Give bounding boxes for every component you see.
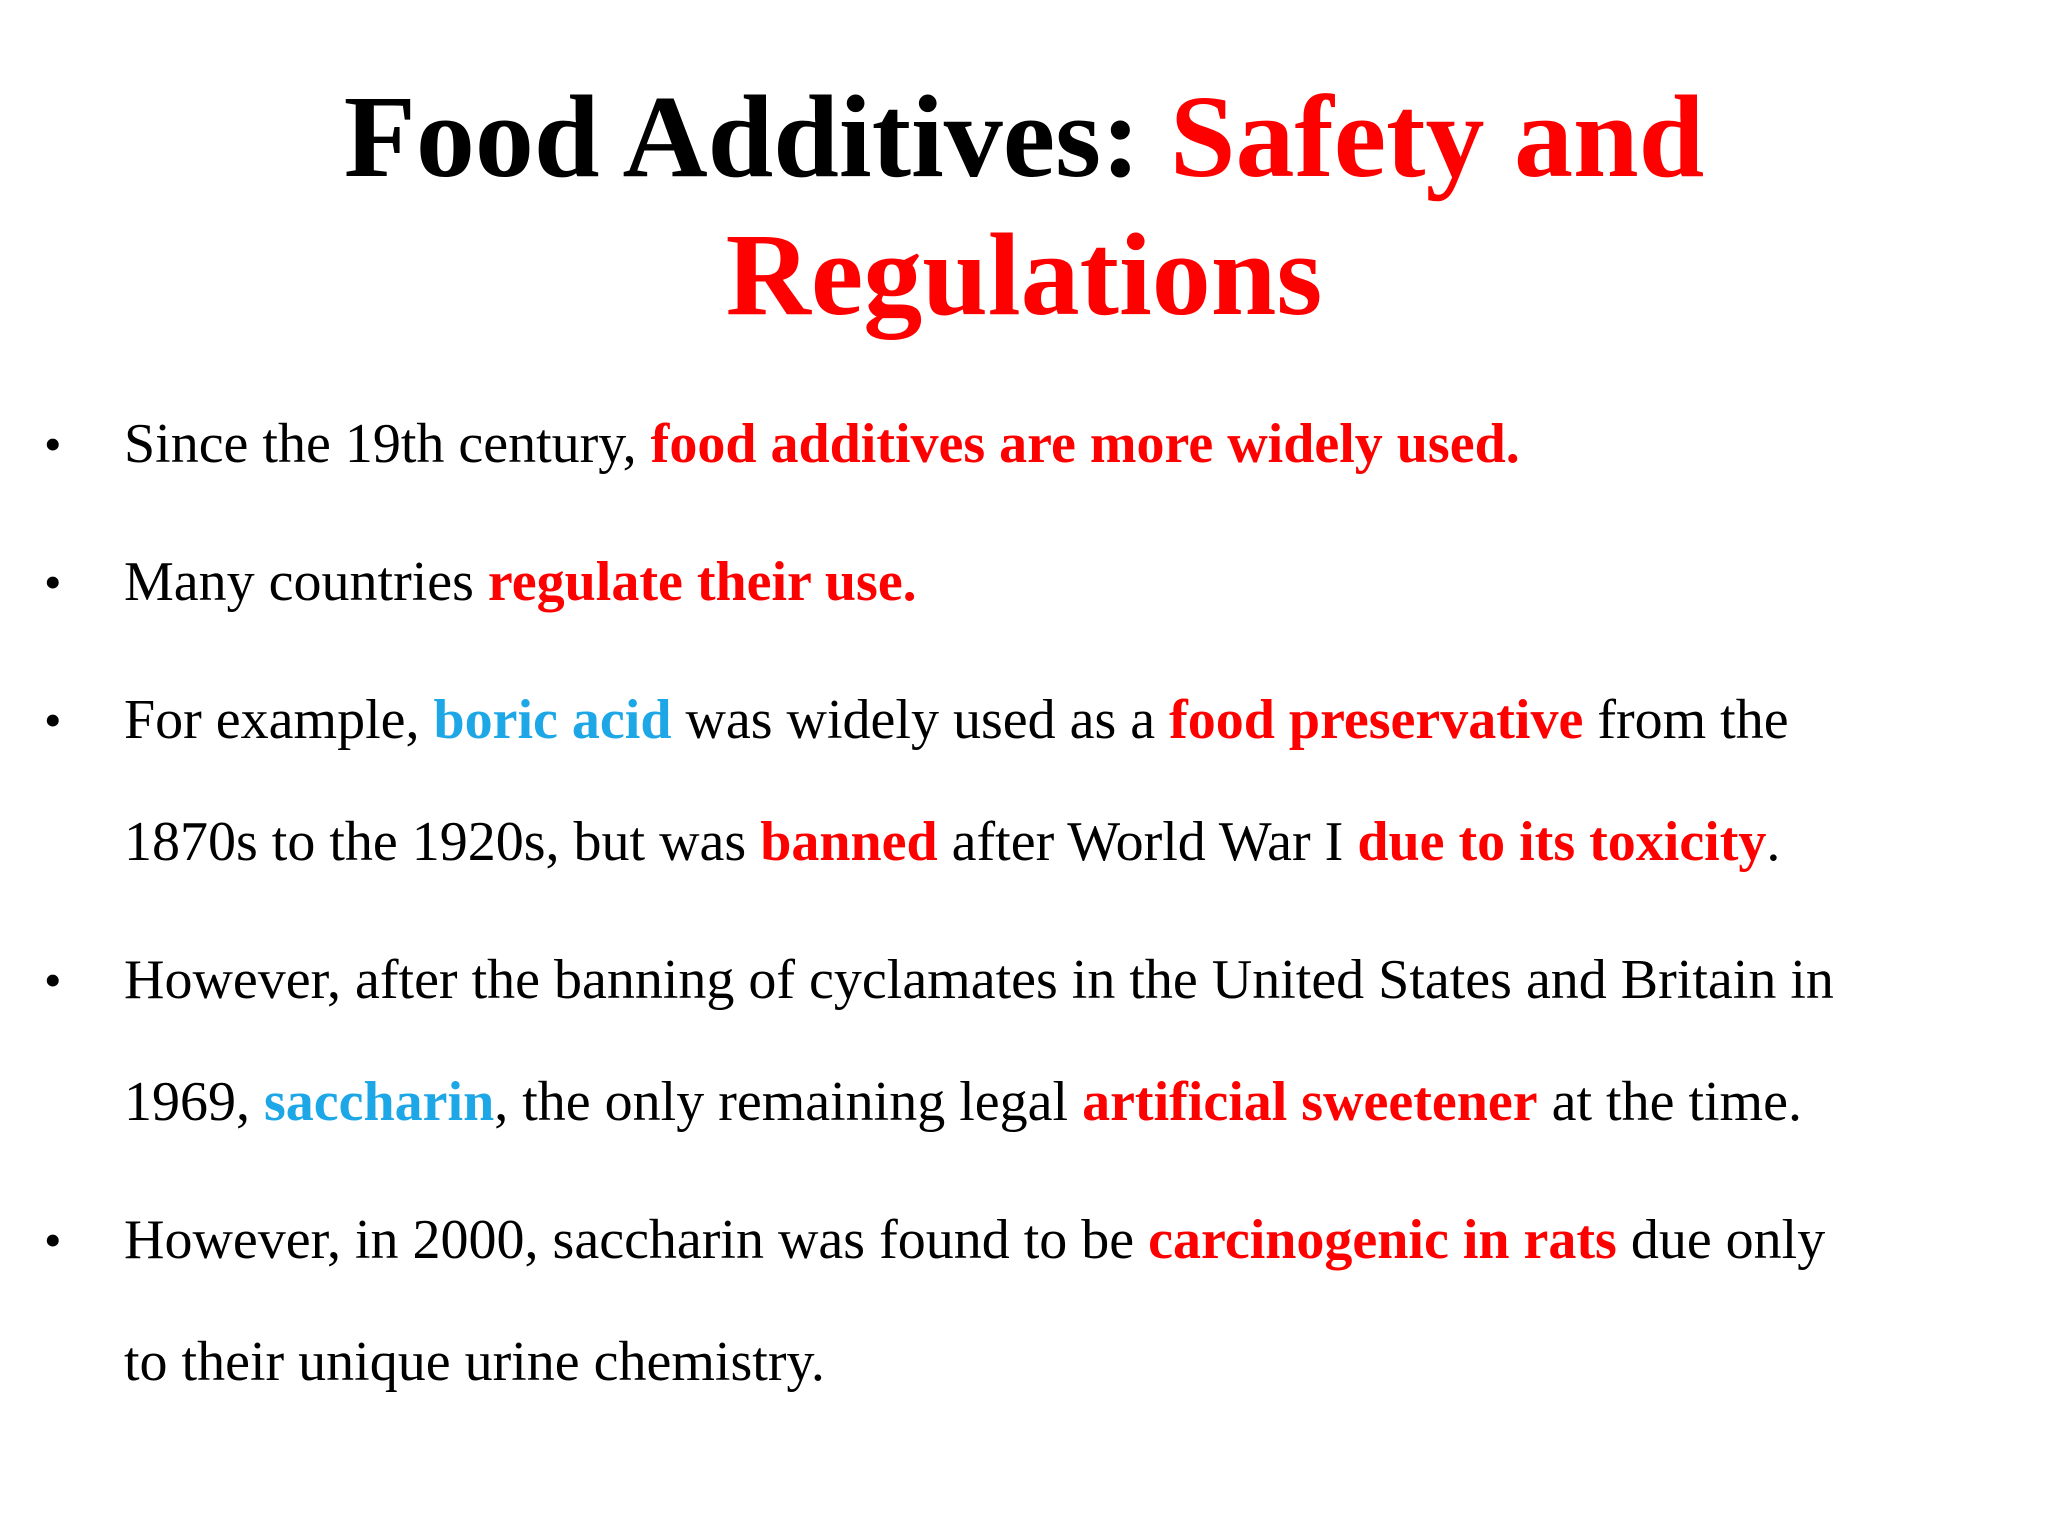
bullet-dot: • — [44, 692, 62, 748]
bullet-dot: • — [44, 416, 62, 472]
emphasis-blue: saccharin — [264, 1071, 495, 1133]
bullet-text — [124, 919, 2004, 1163]
text-segment: , the only remaining legal — [494, 1071, 1083, 1133]
text-segment: due only — [1616, 1209, 1826, 1271]
bullet-text — [124, 383, 2004, 505]
text-segment: However, after the banning of cyclamates in the United States and Britain in — [124, 949, 1834, 1011]
emphasis-red: banned — [760, 811, 938, 873]
emphasis-blue: boric acid — [433, 689, 672, 751]
text-segment: was widely used as a — [671, 689, 1170, 751]
title-part-black: Food Additives: — [343, 71, 1170, 202]
text-segment: For example, — [124, 689, 434, 751]
title-part-red: Safety and — [1169, 71, 1705, 202]
title-part-red-line2: Regulations — [725, 209, 1323, 340]
slide-title — [0, 68, 2048, 344]
text-segment: at the time. — [1537, 1071, 1802, 1133]
bullet-text — [124, 1179, 2004, 1423]
emphasis-red: artificial sweetener — [1082, 1071, 1538, 1133]
emphasis-red: due to its toxicity — [1357, 811, 1767, 873]
text-segment: 1870s to the 1920s, but was — [124, 811, 761, 873]
text-segment: Since the 19th century, — [124, 413, 651, 475]
emphasis-red: food preservative — [1169, 689, 1584, 751]
emphasis-red: food additives are more widely used. — [650, 413, 1520, 475]
emphasis-red: regulate their use. — [487, 551, 917, 613]
text-segment: . — [1766, 811, 1781, 873]
emphasis-red: carcinogenic in rats — [1148, 1209, 1617, 1271]
text-segment: However, in 2000, saccharin was found to be — [124, 1209, 1149, 1271]
text-segment: 1969, — [124, 1071, 264, 1133]
text-segment: Many countries — [124, 551, 488, 613]
bullet-text — [124, 659, 2004, 903]
bullet-dot: • — [44, 1212, 62, 1268]
bullet-text — [124, 521, 2004, 643]
text-segment: from the — [1583, 689, 1789, 751]
bullet-dot: • — [44, 554, 62, 610]
text-segment: after World War I — [937, 811, 1358, 873]
text-segment: to their unique urine chemistry. — [124, 1331, 825, 1393]
bullet-dot: • — [44, 952, 62, 1008]
